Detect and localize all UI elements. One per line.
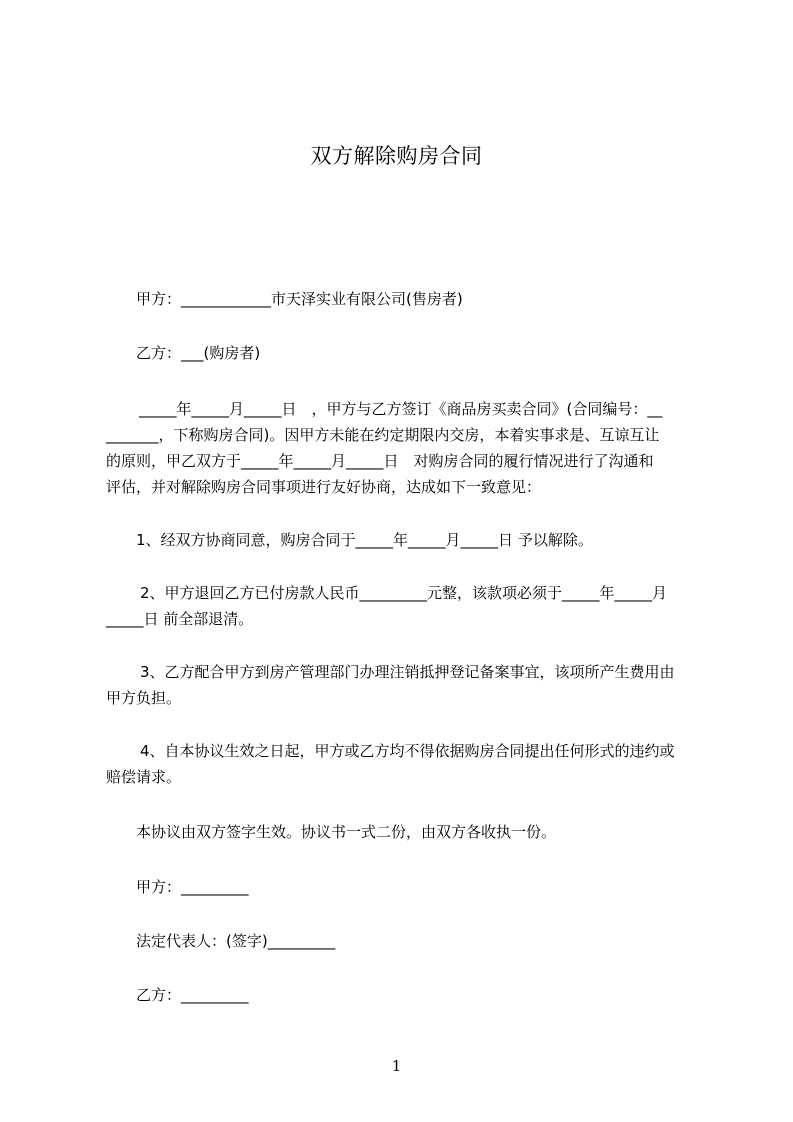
clause-2-line-1: 2、甲方退回乙方已付房款人民币_________元整，该款项必须于_____年_____月 [140, 584, 668, 602]
intro-line-3: 的原则，甲乙双方于_____年_____月_____日 对购房合同的履行情况进行了沟通和 [106, 452, 654, 470]
signature-party-a: 甲方：_________ [136, 878, 249, 896]
clause-3-line-2: 甲方负担。 [106, 689, 182, 707]
party-a-line: 甲方：____________市天泽实业有限公司(售房者) [136, 290, 463, 308]
clause-2-line-2: _____日 前全部退清。 [106, 610, 254, 628]
clause-3-line-1: 3、乙方配合甲方到房产管理部门办理注销抵押登记备案事宜，该项所产生费用由 [140, 663, 675, 681]
document-title: 双方解除购房合同 [310, 144, 483, 168]
clause-4-line-1: 4、自本协议生效之日起，甲方或乙方均不得依据购房合同提出任何形式的违约或 [140, 742, 675, 760]
clause-1: 1、经双方协商同意，购房合同于_____年_____月_____日 予以解除。 [136, 531, 593, 549]
signature-party-b: 乙方：_________ [136, 986, 249, 1004]
party-b-line: 乙方：___(购房者) [136, 344, 261, 362]
intro-line-1: _____年_____月_____日 ，甲方与乙方签订《商品房买卖合同》(合同编号：__ [139, 400, 663, 418]
signature-legal-representative: 法定代表人：(签字)_________ [136, 932, 336, 950]
intro-line-2: _______，下称购房合同)。因甲方未能在约定期限内交房，本着实事求是、互谅互让 [106, 426, 660, 444]
effect-clause: 本协议由双方签字生效。协议书一式二份，由双方各收执一份。 [136, 823, 557, 841]
intro-line-4: 评估，并对解除购房合同事项进行友好协商，达成如下一致意见： [106, 478, 542, 496]
clause-4-line-2: 赔偿请求。 [106, 768, 182, 786]
page-number: 1 [391, 1057, 402, 1075]
